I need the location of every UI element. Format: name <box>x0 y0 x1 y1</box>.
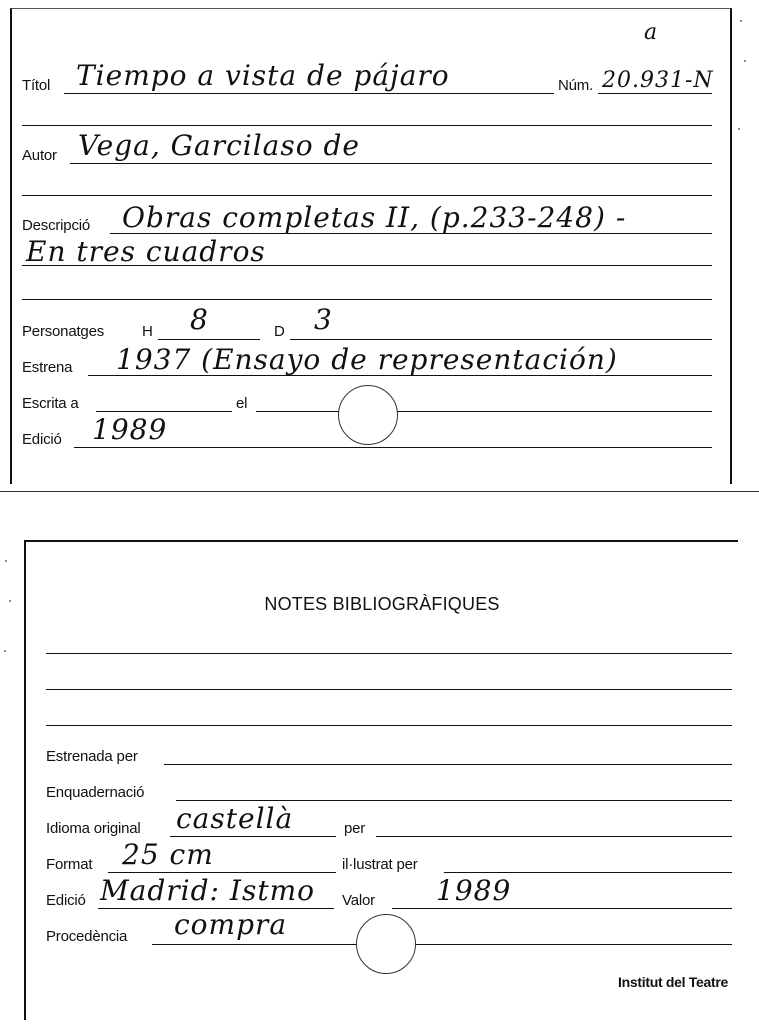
valor-value: 1989 <box>436 874 512 907</box>
estrenada-line <box>164 764 732 765</box>
edicio-label: Edició <box>46 892 86 909</box>
per-label: per <box>344 820 366 837</box>
d-line <box>290 339 712 340</box>
enquadernacio-line <box>176 800 732 801</box>
descripcio-line1: Obras completas II, (p.233-248) - <box>122 201 627 234</box>
enquadernacio-label: Enquadernació <box>46 784 145 801</box>
punch-hole <box>356 914 416 974</box>
per-line <box>376 836 732 837</box>
valor-line <box>392 908 732 909</box>
scan-speck <box>5 560 7 562</box>
format-label: Format <box>46 856 93 873</box>
catalog-card-back <box>24 540 738 1020</box>
titol-label: Títol <box>22 77 51 94</box>
titol-value: Tiempo a vista de pájaro <box>76 59 450 92</box>
illustrat-label: il·lustrat per <box>342 856 418 873</box>
edicio-line <box>74 447 712 448</box>
punch-hole <box>338 385 398 445</box>
scan-speck <box>9 600 11 602</box>
estrenada-label: Estrenada per <box>46 748 138 765</box>
notes-line <box>46 725 732 726</box>
escrita-label: Escrita a <box>22 395 79 412</box>
procedencia-value: compra <box>174 908 288 941</box>
descripcio-line2: En tres cuadros <box>26 235 266 268</box>
idioma-value: castellà <box>176 802 294 835</box>
autor-value: Vega, Garcilaso de <box>78 129 360 162</box>
scan-speck <box>740 20 742 22</box>
procedencia-label: Procedència <box>46 928 128 945</box>
h-value: 8 <box>190 303 209 336</box>
institut-footer: Institut del Teatre <box>618 974 728 990</box>
notes-heading: NOTES BIBLIOGRÀFIQUES <box>264 594 500 614</box>
estrena-label: Estrena <box>22 359 73 376</box>
valor-label: Valor <box>342 892 375 909</box>
autor-line <box>70 163 712 164</box>
format-value: 25 cm <box>122 838 214 871</box>
estrena-value: 1937 (Ensayo de representación) <box>116 343 618 376</box>
illustrat-line <box>444 872 732 873</box>
el-line <box>256 411 712 412</box>
scan-speck <box>744 60 746 62</box>
personatges-label: Personatges <box>22 323 105 340</box>
descripcio-label: Descripció <box>22 217 91 234</box>
num-line <box>598 93 712 94</box>
edicio-value: Madrid: Istmo <box>100 874 315 907</box>
scan-speck <box>738 128 740 130</box>
d-label: D <box>274 323 285 340</box>
autor-label: Autor <box>22 147 57 164</box>
blank-line <box>22 125 712 126</box>
idioma-label: Idioma original <box>46 820 141 837</box>
procedencia-line <box>152 944 732 945</box>
card-separator <box>0 491 759 492</box>
format-line <box>108 872 336 873</box>
edicio-label: Edició <box>22 431 62 448</box>
h-line <box>158 339 260 340</box>
scan-speck <box>4 650 6 652</box>
blank-line <box>22 299 712 300</box>
h-label: H <box>142 323 153 340</box>
d-value: 3 <box>314 303 333 336</box>
titol-line <box>64 93 554 94</box>
idioma-line <box>170 836 336 837</box>
edicio-value: 1989 <box>92 413 168 446</box>
num-annotation: a <box>644 20 659 45</box>
el-label: el <box>236 395 248 412</box>
num-value: 20.931-N <box>602 68 714 93</box>
notes-line <box>46 689 732 690</box>
escrita-line <box>96 411 232 412</box>
notes-line <box>46 653 732 654</box>
catalog-card-front <box>10 8 732 484</box>
num-label: Núm. <box>558 77 594 94</box>
blank-line <box>22 195 712 196</box>
